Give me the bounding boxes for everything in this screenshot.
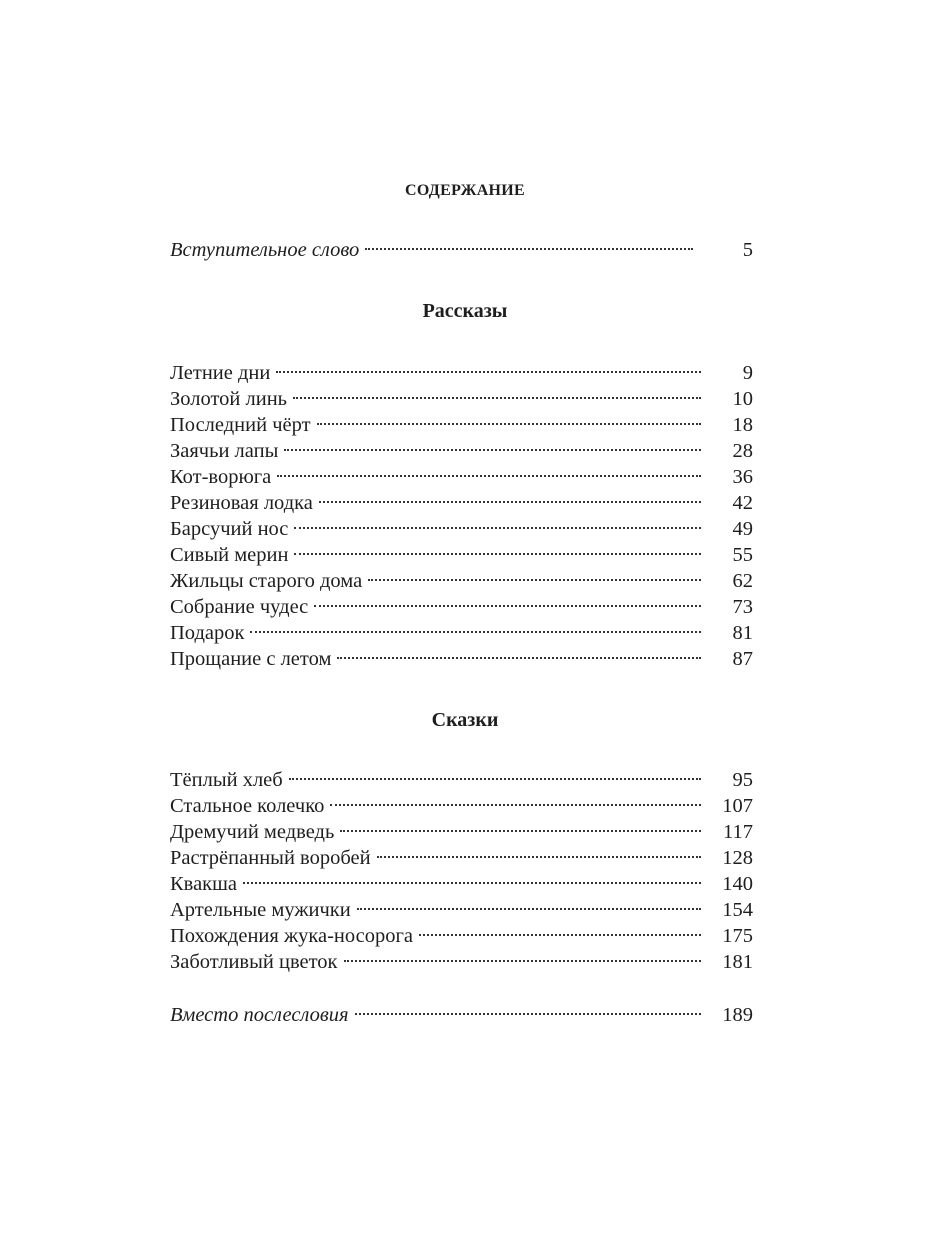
dot-leader xyxy=(243,864,701,890)
entry-page: 28 xyxy=(732,440,753,462)
entry-title: Артельные мужички xyxy=(170,899,351,921)
entry-title: Прощание с летом xyxy=(170,648,332,670)
dot-leader xyxy=(250,613,701,639)
entry-page: 189 xyxy=(722,1004,753,1026)
dot-leader xyxy=(294,509,701,535)
entry-title: Стальное колечко xyxy=(170,795,325,817)
entry-title: Дремучий медведь xyxy=(170,821,335,843)
entry-title: Собрание чудес xyxy=(170,596,309,618)
dot-leader xyxy=(284,431,701,457)
dot-leader xyxy=(293,379,701,405)
entry-title: Растрёпанный воробей xyxy=(170,847,371,869)
entry-title: Жильцы старого дома xyxy=(170,570,363,592)
entry-title: Тёплый хлеб xyxy=(170,769,283,791)
dot-leader xyxy=(377,838,701,864)
section-heading-stories: Рассказы xyxy=(422,300,508,322)
entry-page: 87 xyxy=(732,648,753,670)
dot-leader xyxy=(344,942,701,968)
entry-page: 9 xyxy=(742,362,753,384)
dot-leader xyxy=(365,230,693,256)
entry-page: 55 xyxy=(732,544,753,566)
dot-leader xyxy=(289,760,701,786)
dot-leader xyxy=(314,587,701,613)
entry-page: 140 xyxy=(722,873,753,895)
entry-page: 95 xyxy=(732,769,753,791)
entry-title: Летние дни xyxy=(170,362,271,384)
section-heading-tales: Сказки xyxy=(431,709,499,731)
entry-page: 10 xyxy=(732,388,753,410)
dot-leader xyxy=(330,786,701,812)
entry-page: 181 xyxy=(722,951,753,973)
stories-list xyxy=(170,353,753,670)
entry-title: Подарок xyxy=(170,622,245,644)
dot-leader xyxy=(357,890,701,916)
entry-title: Последний чёрт xyxy=(170,414,311,436)
entry-title: Кот-ворюга xyxy=(170,466,272,488)
dot-leader xyxy=(319,483,701,509)
dot-leader xyxy=(294,535,701,561)
entry-page: 107 xyxy=(722,795,753,817)
toc-row[interactable] xyxy=(170,353,753,384)
entry-page: 49 xyxy=(732,518,753,540)
dot-leader xyxy=(276,353,701,379)
entry-page: 154 xyxy=(722,899,753,921)
entry-title: Сивый мерин xyxy=(170,544,289,566)
entry-title: Заботливый цветок xyxy=(170,951,338,973)
entry-title: Барсучий нос xyxy=(170,518,289,540)
tales-list xyxy=(170,760,753,973)
toc-row[interactable] xyxy=(170,639,753,670)
entry-page: 81 xyxy=(732,622,753,644)
dot-leader xyxy=(277,457,701,483)
dot-leader xyxy=(368,561,701,587)
entry-title: Резиновая лодка xyxy=(170,492,313,514)
entry-title: Заячьи лапы xyxy=(170,440,279,462)
entry-page: 18 xyxy=(732,414,753,436)
page-title: СОДЕРЖАНИЕ xyxy=(404,182,526,199)
entry-title: Вместо послесловия xyxy=(170,1004,349,1026)
entry-title: Похождения жука-носорога xyxy=(170,925,414,947)
entry-page: 62 xyxy=(732,570,753,592)
entry-title: Вступительное слово xyxy=(170,239,360,261)
entry-title: Золотой линь xyxy=(170,388,288,410)
entry-title: Квакша xyxy=(170,873,238,895)
toc-row[interactable] xyxy=(170,760,753,791)
entry-page: 42 xyxy=(732,492,753,514)
toc-row[interactable] xyxy=(170,613,753,644)
toc-row[interactable] xyxy=(170,995,753,1026)
toc-row[interactable] xyxy=(170,890,753,921)
dot-leader xyxy=(337,639,701,665)
dot-leader xyxy=(317,405,701,431)
dot-leader xyxy=(419,916,701,942)
entry-page: 128 xyxy=(722,847,753,869)
entry-page: 5 xyxy=(742,239,753,261)
entry-page: 36 xyxy=(732,466,753,488)
dot-leader xyxy=(355,995,701,1021)
toc-row[interactable] xyxy=(170,864,753,895)
entry-page: 175 xyxy=(722,925,753,947)
entry-page: 117 xyxy=(723,821,753,843)
dot-leader xyxy=(340,812,701,838)
afterword-entry xyxy=(170,995,753,1026)
toc-row[interactable] xyxy=(170,230,753,261)
intro-entry xyxy=(170,230,753,261)
entry-page: 73 xyxy=(732,596,753,618)
